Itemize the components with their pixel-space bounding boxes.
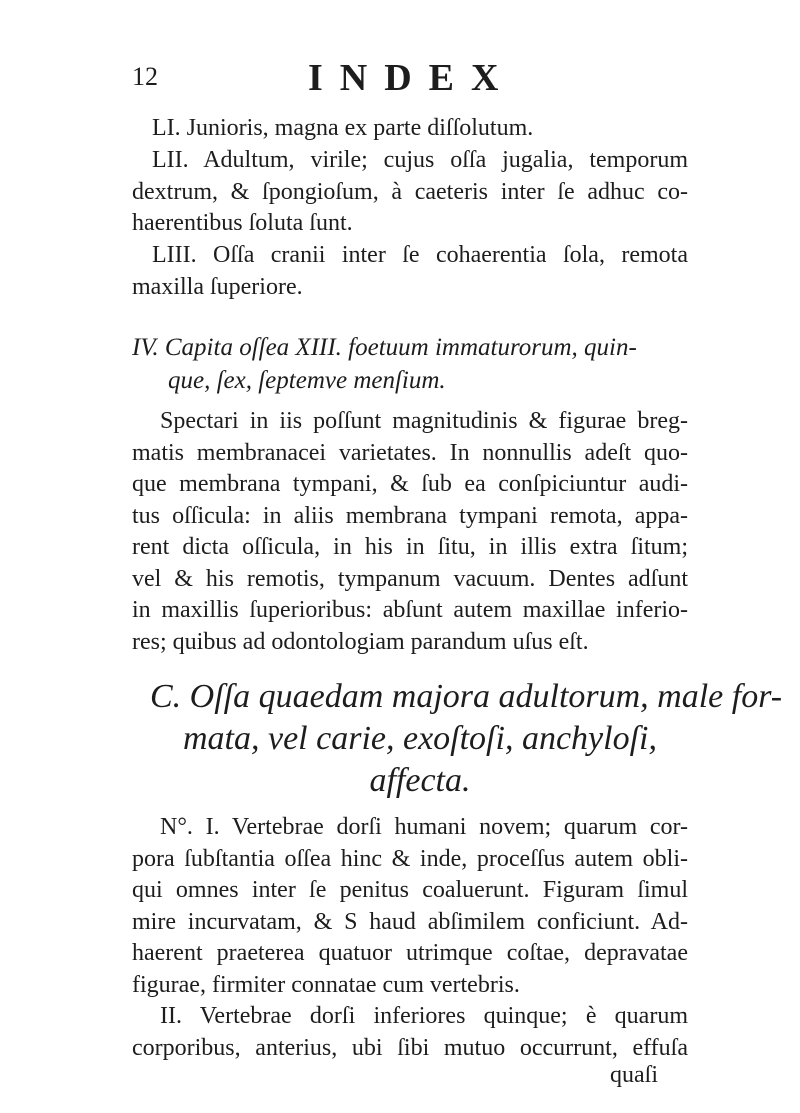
entry-n-i-line: mire incurvatam, & S haud abſimilem conficiunt. Ad- xyxy=(132,908,688,935)
entry-n-ii-line: corporibus, anterius, ubi ſibi mutuo occurrunt, effuſa xyxy=(132,1034,688,1061)
entry-lii-line: dextrum, & ſpongioſum, à caeteris inter ſe adhuc co- xyxy=(132,178,688,205)
entry-liii-line: LIII. Oſſa cranii inter ſe cohaerentia ſola, remota xyxy=(152,242,688,268)
paragraph-iv-line: tus oſſicula: in aliis membrana tympani remota, appa- xyxy=(132,502,688,529)
entry-li xyxy=(132,113,688,145)
paragraph-iv-line: Spectari in iis poſſunt magnitudinis & figurae breg- xyxy=(160,408,688,434)
entry-lii-line: haerentibus ſoluta ſunt. xyxy=(132,210,353,236)
heading-c-line: C. Oſſa quaedam majora adultorum, male for- xyxy=(150,678,783,715)
paragraph-iv-line: rent dicta oſſicula, in his in ſitu, in illis extra ſitum; xyxy=(132,534,688,560)
entry-n-i-line: N°. I. Vertebrae dorſi humani novem; quarum cor- xyxy=(160,814,688,840)
paragraph-iv-line: res; quibus ad odontologiam parandum uſus eſt. xyxy=(132,628,589,655)
entry-li-line: LI. Junioris, magna ex parte diſſolutum. xyxy=(152,115,534,141)
entry-liii-line: maxilla ſuperiore. xyxy=(132,273,303,300)
entry-n-ii-line: II. Vertebrae dorſi inferiores quinque; è quarum xyxy=(160,1003,688,1029)
paragraph-iv-line: vel & his remotis, tympanum vacuum. Dentes adſunt xyxy=(132,565,688,592)
entry-n-i-line: pora ſubſtantia oſſea hinc & inde, proceſſus autem obli- xyxy=(132,845,688,872)
page-header xyxy=(0,56,800,99)
heading-c xyxy=(150,676,783,802)
paragraph-iv-line: que membrana tympani, & ſub ea conſpiciuntur audi- xyxy=(132,471,688,497)
entry-lii-line: LII. Adultum, virile; cujus oſſa jugalia, temporum xyxy=(152,147,688,173)
entry-n-i-line: qui omnes inter ſe penitus coaluerunt. Figuram ſimul xyxy=(132,877,688,903)
heading-iv xyxy=(132,331,688,397)
heading-iv-line: que, ſex, ſeptemve menſium. xyxy=(168,367,446,394)
entry-n-i-line: haerent praeterea quatuor utrimque coſtae, depravatae xyxy=(132,940,688,966)
paragraph-iv xyxy=(132,406,688,658)
entry-lii xyxy=(132,145,688,240)
running-title: INDEX xyxy=(308,57,516,99)
paragraph-iv-line: matis membranacei varietates. In nonnullis adeſt quo- xyxy=(132,439,688,466)
heading-c-line: affecta. xyxy=(369,762,471,799)
heading-c-line: mata, vel carie, exoſtoſi, anchyloſi, xyxy=(183,720,657,757)
entry-n-i xyxy=(132,812,688,1001)
page-number: 12 xyxy=(132,62,158,91)
entry-liii xyxy=(132,240,688,303)
entry-n-i-line: figurae, firmiter connatae cum vertebris. xyxy=(132,971,520,998)
heading-iv-line: IV. Capita oſſea XIII. foetuum immaturorum, quin- xyxy=(132,334,637,361)
paragraph-iv-line: in maxillis ſuperioribus: abſunt autem maxillae inferio- xyxy=(132,597,688,623)
catchword: quaſi xyxy=(610,1062,658,1088)
entry-n-ii xyxy=(132,1001,688,1064)
